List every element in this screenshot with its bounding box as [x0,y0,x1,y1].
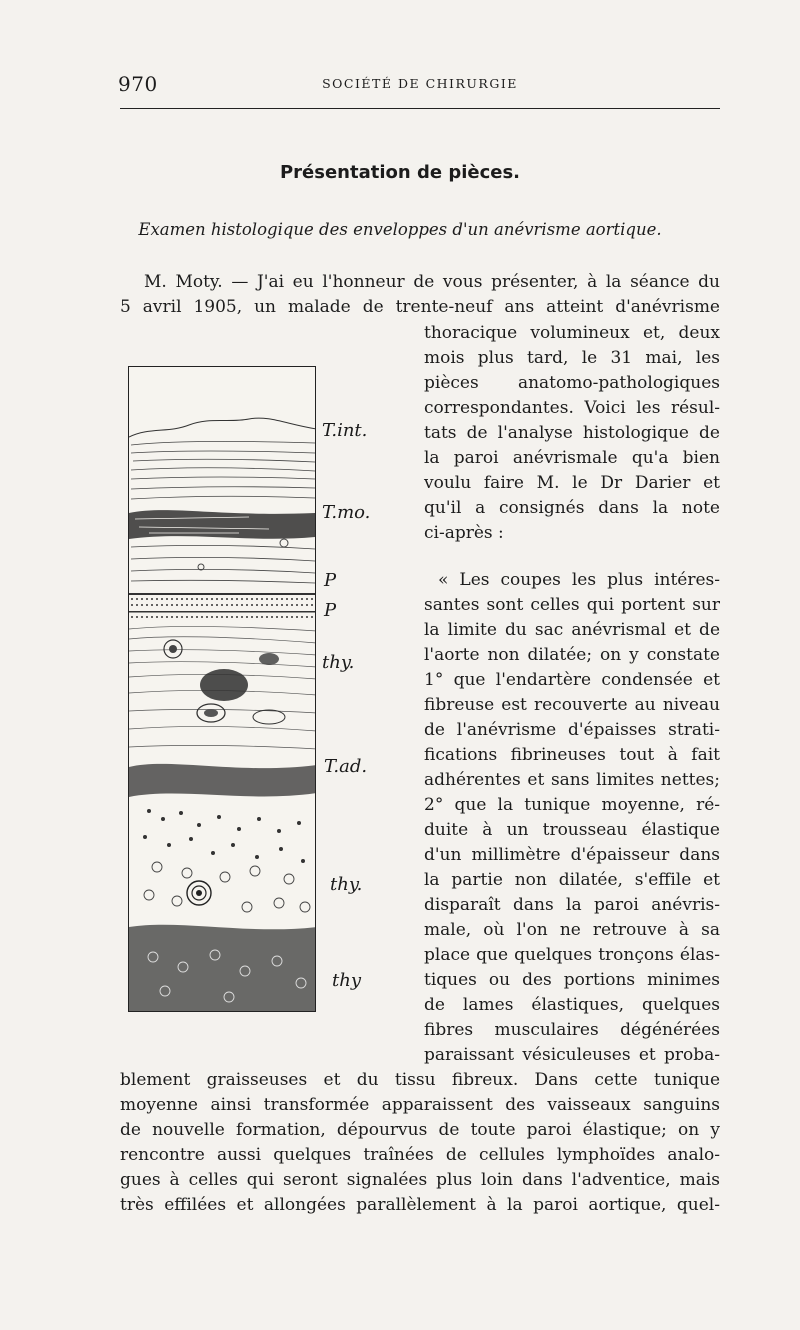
body-line: tiques ou des portions minimes [424,970,720,990]
subtitle: Examen histologique des enveloppes d'un anévrisme aortique. [138,220,662,239]
body-line: de nouvelle formation, dépourvus de toute paroi élastique; on y [120,1120,720,1140]
figure-label-thy-2: thy. [330,874,363,895]
body-line: d'un millimètre d'épaisseur dans [424,845,720,865]
figure-label-thy-1: thy. [322,652,355,673]
body-line: qu'il a consignés dans la note [424,498,720,518]
body-line: moyenne ainsi transformée apparaissent des vaisseaux sanguins [120,1095,720,1115]
section-title: Présentation de pièces. [279,162,521,183]
body-line: voulu faire M. le Dr Darier et [424,473,720,493]
body-line: disparaît dans la paroi anévris- [424,895,720,915]
figure-label-tunica-intima: T.int. [322,420,368,441]
body-line: fibreuse est recouverte au niveau [424,695,720,715]
body-line: de l'anévrisme d'épaisses strati- [424,720,720,740]
body-line: la limite du sac anévrismal et de [424,620,720,640]
body-line: « Les coupes les plus intéres- [438,570,720,590]
body-line: duite à un trousseau élastique [424,820,720,840]
body-line: pièces anatomo-pathologiques [424,373,720,393]
body-line: ci-après : [424,523,504,543]
figure-label-tunica-adventitia: T.ad. [324,756,368,777]
figure-label-thy-3: thy [332,970,361,991]
body-line: paraissant vésiculeuses et proba- [424,1045,720,1065]
histology-figure [128,366,316,1012]
figure-label-p-1: P [324,570,337,591]
page-header [118,72,722,96]
body-line: mois plus tard, le 31 mai, les [424,348,720,368]
page-number: 970 [118,72,158,96]
body-line: male, où l'on ne retrouve à sa [424,920,720,940]
figure-label-p-2: P [324,600,337,621]
body-line: blement graisseuses et du tissu fibreux. Dans cette tunique [120,1070,720,1090]
figure-label-tunica-media: T.mo. [322,502,371,523]
body-line: rencontre aussi quelques traînées de cellules lymphoïdes analo- [120,1145,720,1165]
body-line: 2° que la tunique moyenne, ré- [424,795,720,815]
body-line: l'aorte non dilatée; on y constate [424,645,720,665]
body-line: correspondantes. Voici les résul- [424,398,720,418]
body-line: 5 avril 1905, un malade de trente-neuf ans atteint d'anévrisme [120,297,720,317]
body-line: la paroi anévrismale qu'a bien [424,448,720,468]
body-line: gues à celles qui seront signalées plus loin dans l'adventice, mais [120,1170,720,1190]
histology-drawing [129,367,316,1012]
running-head: SOCIÉTÉ DE CHIRURGIE [322,76,518,91]
body-line: très effilées et allongées parallèlement à la paroi aortique, quel- [120,1195,720,1215]
body-line: M. Moty. — J'ai eu l'honneur de vous présenter, à la séance du [144,272,720,292]
body-line: thoracique volumineux et, deux [424,323,720,343]
body-line: place que quelques tronçons élas- [424,945,720,965]
body-line: fibres musculaires dégénérées [424,1020,720,1040]
body-line: fications fibrineuses tout à fait [424,745,720,765]
header-rule [120,108,720,109]
body-line: adhérentes et sans limites nettes; [424,770,720,790]
body-line: la partie non dilatée, s'effile et [424,870,720,890]
body-line: de lames élastiques, quelques [424,995,720,1015]
body-line: 1° que l'endartère condensée et [424,670,720,690]
body-line: tats de l'analyse histologique de [424,423,720,443]
body-line: santes sont celles qui portent sur [424,595,720,615]
